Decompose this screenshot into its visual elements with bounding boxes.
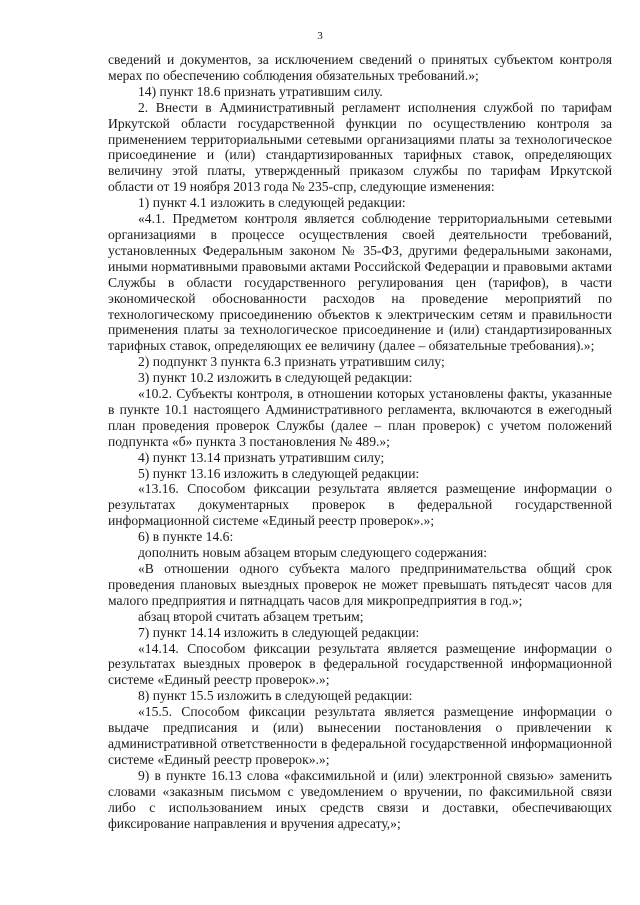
paragraph-quote-14-14: «14.14. Способом фиксации результата является размещение информации о результатах выездных проверок в федеральной государственной информационной системе «Единый реестр проверок».»; [108,640,612,688]
page-number: 3 [317,30,323,42]
paragraph-item-2: 2) подпункт 3 пункта 6.3 признать утратившим силу; [138,354,445,370]
paragraph-item-3: 3) пункт 10.2 изложить в следующей редакции: [138,370,413,386]
paragraph-quote-4-1: «4.1. Предметом контроля является соблюдение территориальными сетевыми организациями в процессе осуществления своей деятельности требований, установленных Федеральным законом № 35-ФЗ, другими федеральными законами, иными нормативными правовыми актами Российской Федерации и правовыми актами Службы в области государственного регулирования цен (тарифов), в части экономической обоснованности расходов на проведение мероприятий по технологическому присоединению объектов к электрическим сетям и правильности применения платы за технологическое присоединение и (или) стандартизированных тарифных ставок, определяющих ее величину (далее – обязательные требования).»; [108,211,612,354]
document-body [108,52,612,831]
paragraph-section-2: 2. Внести в Административный регламент исполнения службой по тарифам Иркутской области государственной функции по осуществлению контроля за применением территориальными сетевыми организациями платы за технологическое присоединение и (или) стандартизированных тарифных ставок, определяющих величину этой платы, утвержденный приказом службы по тарифам Иркутской области от 19 ноября 2013 года № 235-спр, следующие изменения: [108,99,612,195]
paragraph-continuation: сведений и документов, за исключением сведений о принятых субъектом контроля мерах по обеспечению соблюдения обязательных требований.»; [108,52,612,83]
paragraph-item-9: 9) в пункте 16.13 слова «факсимильной и (или) электронной связью» заменить словами «заказным письмом с уведомлением о вручении, по факсимильной связи либо с использованием иных средств связи и доставки, обеспечивающих фиксирование направления и вручения адресату,»; [108,767,612,831]
paragraph-add-abzac: дополнить новым абзацем вторым следующего содержания: [138,545,487,561]
paragraph-item-8: 8) пункт 15.5 изложить в следующей редакции: [138,688,413,704]
paragraph-item-7: 7) пункт 14.14 изложить в следующей редакции: [138,624,420,640]
paragraph-quote-10-2: «10.2. Субъекты контроля, в отношении которых установлены факты, указанные в пункте 10.1 настоящего Административного регламента, включаются в ежегодный план проведения проверок Службы (далее – план проверок) с учетом положений подпункта «б» пункта 3 постановления № 489.»; [108,386,612,449]
paragraph-item-6: 6) в пункте 14.6: [138,529,234,545]
paragraph-item-1: 1) пункт 4.1 изложить в следующей редакции: [138,195,406,211]
paragraph-quote-small-business: «В отношении одного субъекта малого предпринимательства общий срок проведения плановых выездных проверок не может превышать пятьдесят часов для малого предприятия и пятнадцать часов для микропредприятия в год.»; [108,561,612,608]
paragraph-quote-15-5: «15.5. Способом фиксации результата является размещение информации о выдаче предписания и (или) вынесении постановления о привлечении к административной ответственности в федеральной государственной информационной системе «Единый реестр проверок».»; [108,704,612,767]
paragraph-item-5: 5) пункт 13.16 изложить в следующей редакции: [138,465,420,481]
paragraph-item-4: 4) пункт 13.14 признать утратившим силу; [138,449,385,465]
paragraph-quote-13-16: «13.16. Способом фиксации результата является размещение информации о результатах документарных проверок в федеральной государственной информационной системе «Единый реестр проверок».»; [108,481,612,529]
paragraph-item-14: 14) пункт 18.6 признать утратившим силу. [138,83,383,99]
paragraph-abzac-renumber: абзац второй считать абзацем третьим; [138,608,364,624]
